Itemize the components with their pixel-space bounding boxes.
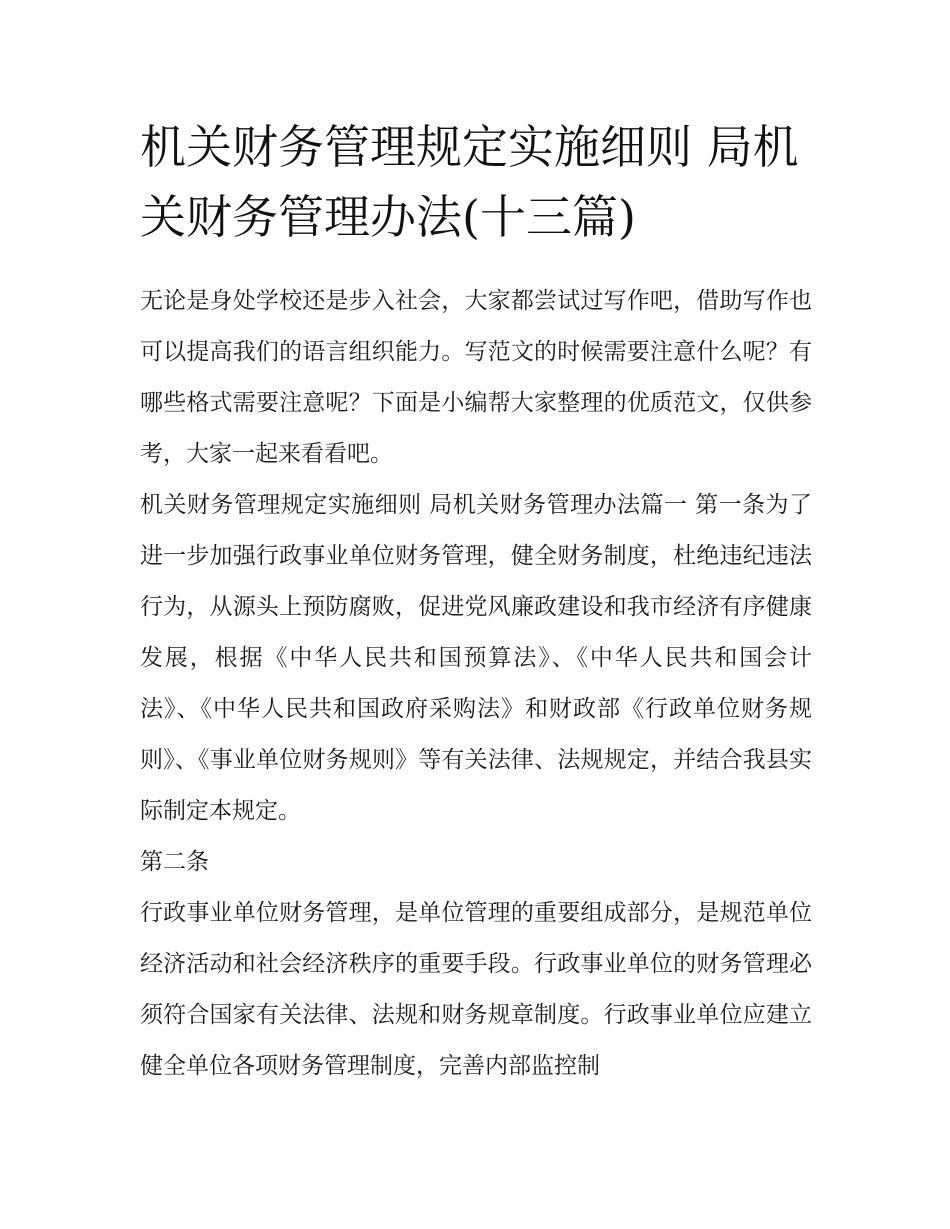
article-two-heading: 第二条 [140,849,209,875]
article-two-paragraph: 行政事业单位财务管理，是单位管理的重要组成部分，是规范单位经济活动和社会经济秩序的重要手段。行政事业单位的财务管理必须符合国家有关法律、法规和财务规章制度。行政事业单位应建立健全单位各项财务管理制度，完善内部监控制 [140,900,812,1079]
document-content [140,112,812,1092]
document-body [140,276,812,1092]
document-title: 机关财务管理规定实施细则 局机关财务管理办法(十三篇) [140,120,799,244]
intro-paragraph: 无论是身处学校还是步入社会，大家都尝试过写作吧，借助写作也可以提高我们的语言组织能力。写范文的时候需要注意什么呢？有哪些格式需要注意呢？下面是小编帮大家整理的优质范文，仅供参考，大家一起来看看吧。 [140,288,812,467]
article-one-paragraph: 机关财务管理规定实施细则 局机关财务管理办法篇一 第一条为了进一步加强行政事业单位财务管理，健全财务制度，杜绝违纪违法行为，从源头上预防腐败，促进党风廉政建设和我市经济有序健康发展，根据《中华人民共和国预算法》、《中华人民共和国会计法》、《中华人民共和国政府采购法》和财政部《行政单位财务规则》、《事业单位财务规则》等有关法律、法规规定，并结合我县实际制定本规定。 [140,492,812,824]
